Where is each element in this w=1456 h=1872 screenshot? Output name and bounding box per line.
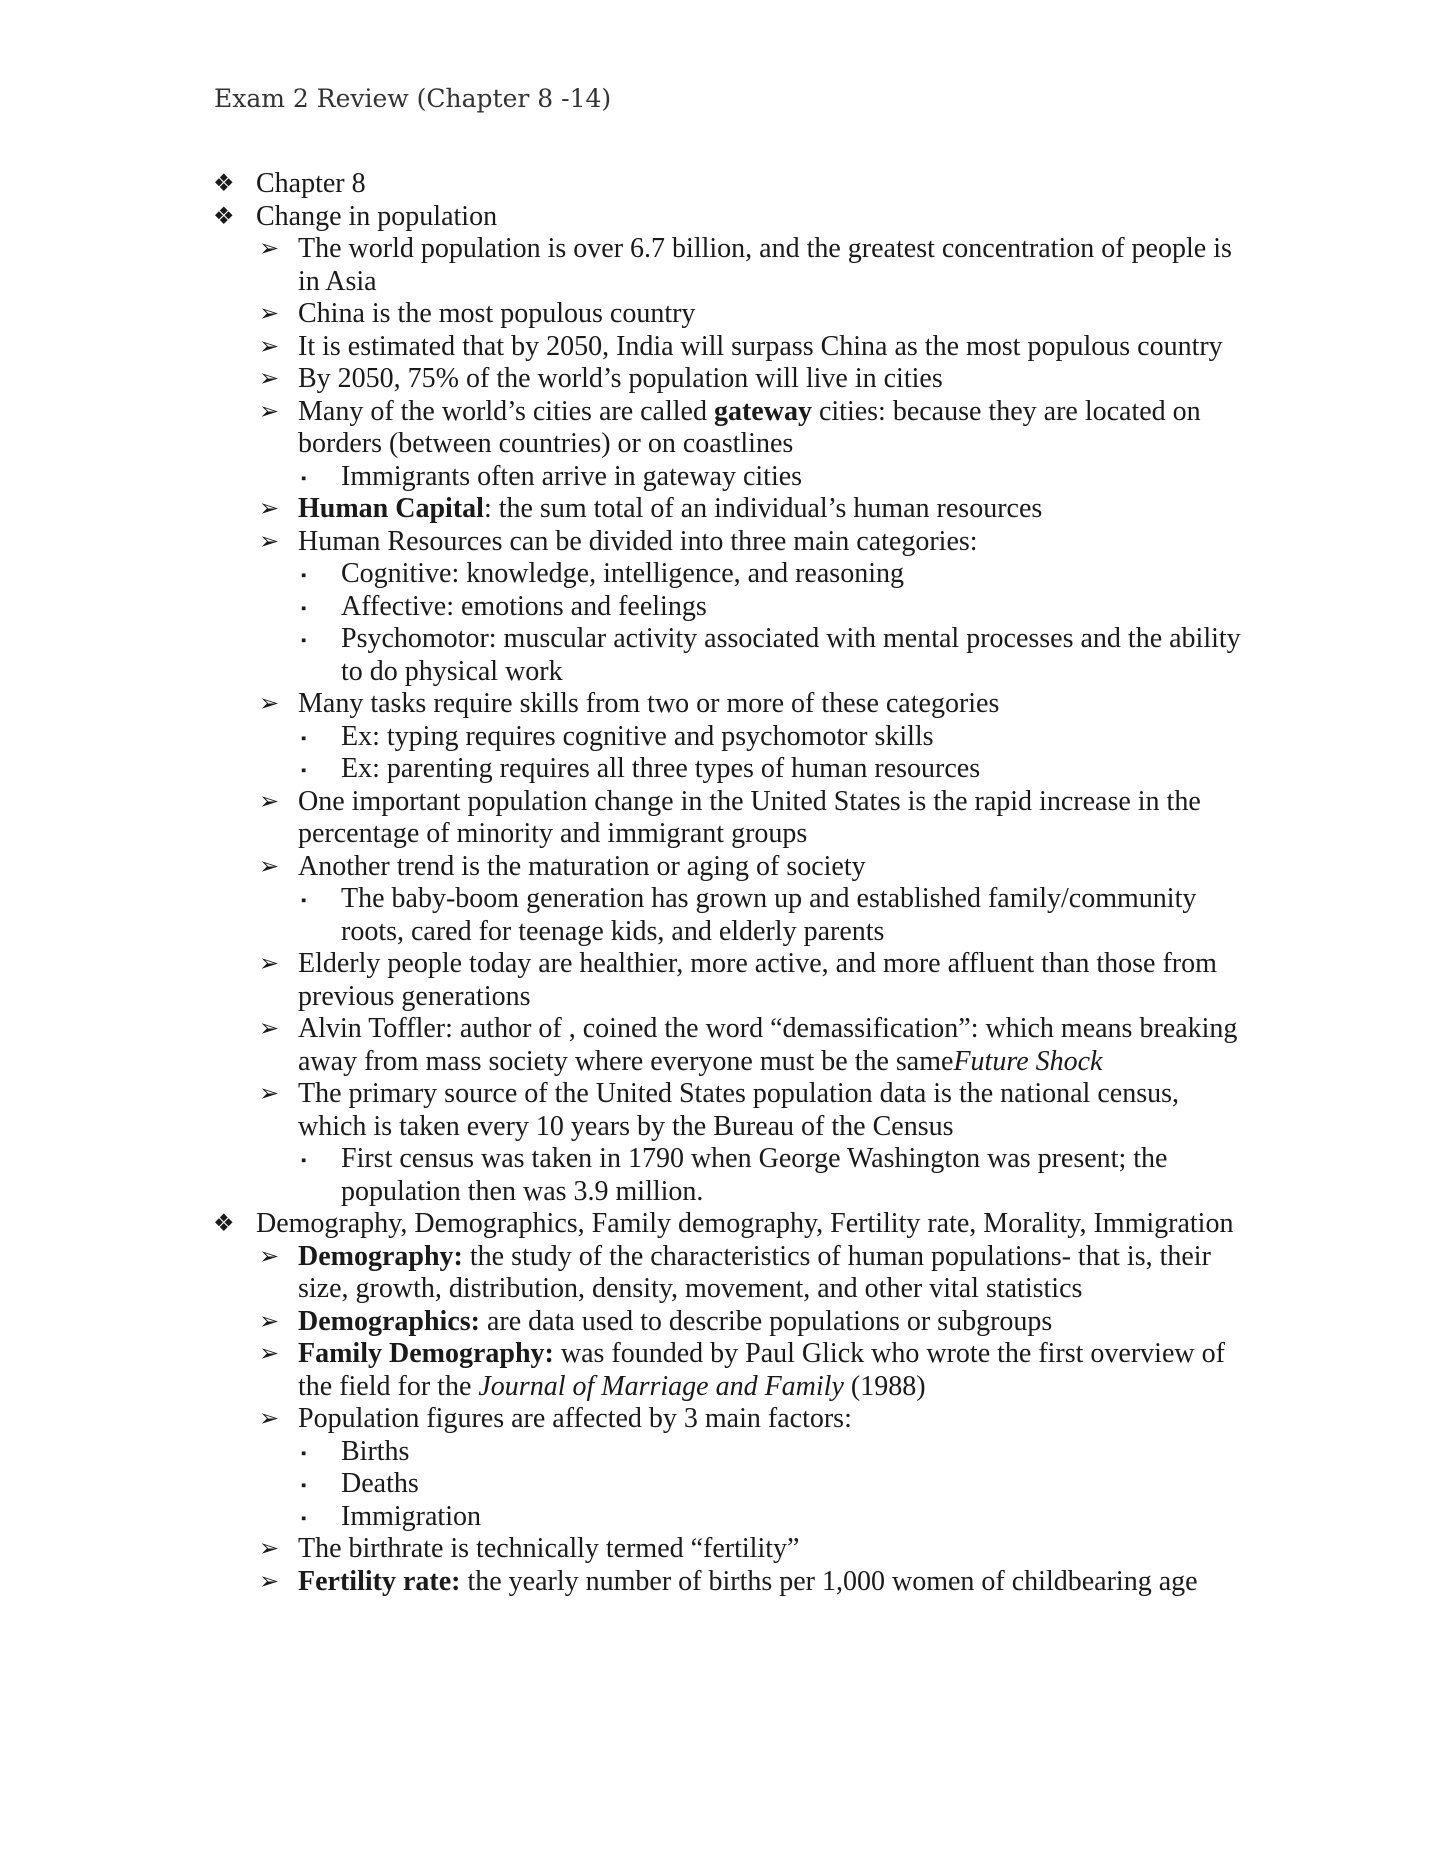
item-text: Demography, Demographics, Family demography, Fertility rate, Morality, Immigration — [256, 1208, 1234, 1239]
item-text: Many tasks require skills from two or more of these categories — [298, 688, 1000, 719]
item-text: Deaths — [341, 1468, 419, 1499]
arrow-bullet-icon: ➢ — [259, 1308, 280, 1335]
item-italic-title: Journal of Marriage and Family — [478, 1370, 844, 1402]
arrow-bullet-icon: ➢ — [259, 691, 280, 717]
outline-item-level-2 — [0, 948, 1243, 1013]
item-text: One important population change in the United States is the rapid increase in the percentage of minority and immigrant groups — [298, 785, 1201, 849]
square-bullet-icon: ▪ — [301, 1510, 307, 1527]
item-text: The birthrate is technically termed “fertility” — [298, 1533, 800, 1564]
outline-item-level-2 — [0, 298, 1243, 331]
item-text: Human Resources can be divided into three main categories: — [298, 525, 978, 557]
diamond-bullet-icon: ❖ — [213, 203, 235, 230]
square-bullet-icon: ▪ — [301, 568, 307, 584]
outline-item-level-2 — [0, 1078, 1243, 1143]
arrow-bullet-icon: ➢ — [259, 1406, 280, 1432]
outline-item-level-2 — [0, 1013, 1243, 1078]
square-bullet-icon: ▪ — [301, 633, 307, 649]
item-text: The primary source of the United States population data is the national census, which is taken every 10 years by the Bureau of the Census — [298, 1078, 1179, 1142]
outline-item-level-3 — [0, 461, 1241, 494]
square-bullet-icon: ▪ — [301, 1445, 307, 1462]
outline-item-level-3 — [0, 1468, 1241, 1501]
outline-item-level-2 — [0, 1403, 1243, 1436]
outline-item-level-2 — [0, 786, 1243, 851]
outline-item-level-1 — [0, 201, 1456, 234]
diamond-bullet-icon: ❖ — [213, 1211, 235, 1237]
arrow-bullet-icon: ➢ — [259, 1568, 280, 1595]
item-text: Population figures are affected by 3 main factors: — [298, 1403, 852, 1434]
outline-item-level-2 — [0, 493, 1243, 526]
item-text: It is estimated that by 2050, India will surpass China as the most populous country — [298, 330, 1223, 362]
item-text: Psychomotor: muscular activity associated with mental processes and the ability to do physical work — [341, 623, 1241, 687]
outline-item-level-1 — [0, 168, 1456, 201]
diamond-bullet-icon: ❖ — [213, 171, 235, 197]
item-text: Change in population — [256, 200, 498, 232]
document-title: Exam 2 Review (Chapter 8 -14) — [214, 84, 612, 113]
item-text: Immigration — [341, 1500, 481, 1532]
outline-item-level-2 — [0, 233, 1243, 298]
outline-item-level-2 — [0, 363, 1243, 396]
arrow-bullet-icon: ➢ — [259, 333, 280, 360]
item-text: Births — [341, 1435, 410, 1467]
item-text: The baby-boom generation has grown up and established family/community roots, cared for teenage kids, and elderly parents — [341, 883, 1197, 947]
outline-item-level-3 — [0, 883, 1241, 948]
item-text: China is the most populous country — [298, 298, 696, 329]
arrow-bullet-icon: ➢ — [259, 301, 280, 327]
item-text: the yearly number of births per 1,000 women of childbearing age — [460, 1565, 1198, 1597]
item-text: was founded by Paul Glick who wrote the first overview of the field for the — [298, 1338, 1225, 1402]
item-bold-term: Human Capital — [298, 493, 484, 524]
arrow-bullet-icon: ➢ — [259, 236, 280, 262]
item-text: Elderly people today are healthier, more active, and more affluent than those from previous generations — [298, 948, 1217, 1012]
item-bold-term: Demography: — [298, 1240, 463, 1272]
outline-item-level-3 — [0, 1143, 1241, 1208]
review-outline — [0, 168, 1456, 1598]
item-bold-term: gateway — [713, 395, 812, 427]
square-bullet-icon: ▪ — [301, 893, 307, 909]
arrow-bullet-icon: ➢ — [259, 1536, 280, 1562]
outline-item-level-3 — [0, 558, 1241, 591]
arrow-bullet-icon: ➢ — [259, 788, 280, 815]
item-text: Immigrants often arrive in gateway cities — [341, 460, 803, 492]
outline-item-level-2 — [0, 1533, 1243, 1566]
outline-item-level-3 — [0, 1436, 1241, 1469]
outline-item-level-3 — [0, 591, 1241, 624]
outline-item-level-2 — [0, 1241, 1243, 1306]
outline-item-level-1 — [0, 1208, 1456, 1241]
item-text: Affective: emotions and feelings — [341, 590, 707, 622]
item-text-suffix: (1988) — [843, 1370, 926, 1402]
item-text: Cognitive: knowledge, intelligence, and reasoning — [341, 558, 904, 589]
item-italic-title: Future Shock — [953, 1045, 1103, 1077]
item-text: , coined the word “demassification”: which means breaking away from mass society where everyone must be the same — [298, 1013, 1238, 1077]
item-text: The world population is over 6.7 billion, and the greatest concentration of people is in Asia — [298, 233, 1232, 297]
outline-item-level-2 — [0, 1338, 1243, 1403]
item-bold-term: Family Demography: — [298, 1338, 554, 1369]
square-bullet-icon: ▪ — [301, 1478, 307, 1494]
arrow-bullet-icon: ➢ — [259, 366, 280, 392]
arrow-bullet-icon: ➢ — [259, 1016, 280, 1042]
item-text: Ex: typing requires cognitive and psychomotor skills — [341, 720, 934, 752]
item-text: the study of the characteristics of human populations- that is, their size, growth, distribution, density, movement, and other vital statistics — [298, 1240, 1211, 1304]
outline-item-level-3 — [0, 623, 1241, 688]
outline-item-level-2 — [0, 331, 1243, 364]
arrow-bullet-icon: ➢ — [259, 951, 280, 977]
outline-item-level-2 — [0, 396, 1243, 461]
arrow-bullet-icon: ➢ — [259, 528, 280, 555]
item-bold-term: Demographics: — [298, 1305, 480, 1337]
outline-item-level-3 — [0, 721, 1241, 754]
outline-item-level-2 — [0, 851, 1243, 884]
outline-item-level-3 — [0, 753, 1241, 786]
outline-item-level-2 — [0, 526, 1243, 559]
item-text: : the sum total of an individual’s human resources — [483, 493, 1043, 524]
item-text-prefix: Alvin Toffler: author of — [298, 1013, 569, 1044]
outline-item-level-2 — [0, 1306, 1243, 1339]
item-text-prefix: Many of the world’s cities are called — [298, 395, 714, 427]
arrow-bullet-icon: ➢ — [259, 496, 280, 522]
item-text: cities: because they are located on borders (between countries) or on coastlines — [298, 395, 1201, 459]
square-bullet-icon: ▪ — [301, 763, 307, 779]
item-text: By 2050, 75% of the world’s population will live in cities — [298, 363, 943, 394]
arrow-bullet-icon: ➢ — [259, 853, 280, 880]
arrow-bullet-icon: ➢ — [259, 1341, 280, 1367]
item-text: Chapter 8 — [256, 168, 366, 199]
square-bullet-icon: ▪ — [301, 600, 307, 617]
arrow-bullet-icon: ➢ — [259, 1081, 280, 1107]
outline-item-level-3 — [0, 1501, 1241, 1534]
square-bullet-icon: ▪ — [301, 470, 307, 487]
item-text: are data used to describe populations or subgroups — [479, 1305, 1053, 1337]
square-bullet-icon: ▪ — [301, 1153, 307, 1169]
arrow-bullet-icon: ➢ — [259, 398, 280, 425]
outline-item-level-2 — [0, 688, 1243, 721]
item-text: Ex: parenting requires all three types of human resources — [341, 753, 981, 784]
arrow-bullet-icon: ➢ — [259, 1243, 280, 1270]
item-text: Another trend is the maturation or aging of society — [298, 850, 866, 882]
item-text: First census was taken in 1790 when George Washington was present; the population then was 3.9 million. — [341, 1143, 1168, 1207]
square-bullet-icon: ▪ — [301, 730, 307, 747]
outline-item-level-2 — [0, 1566, 1243, 1599]
item-bold-term: Fertility rate: — [298, 1565, 461, 1597]
